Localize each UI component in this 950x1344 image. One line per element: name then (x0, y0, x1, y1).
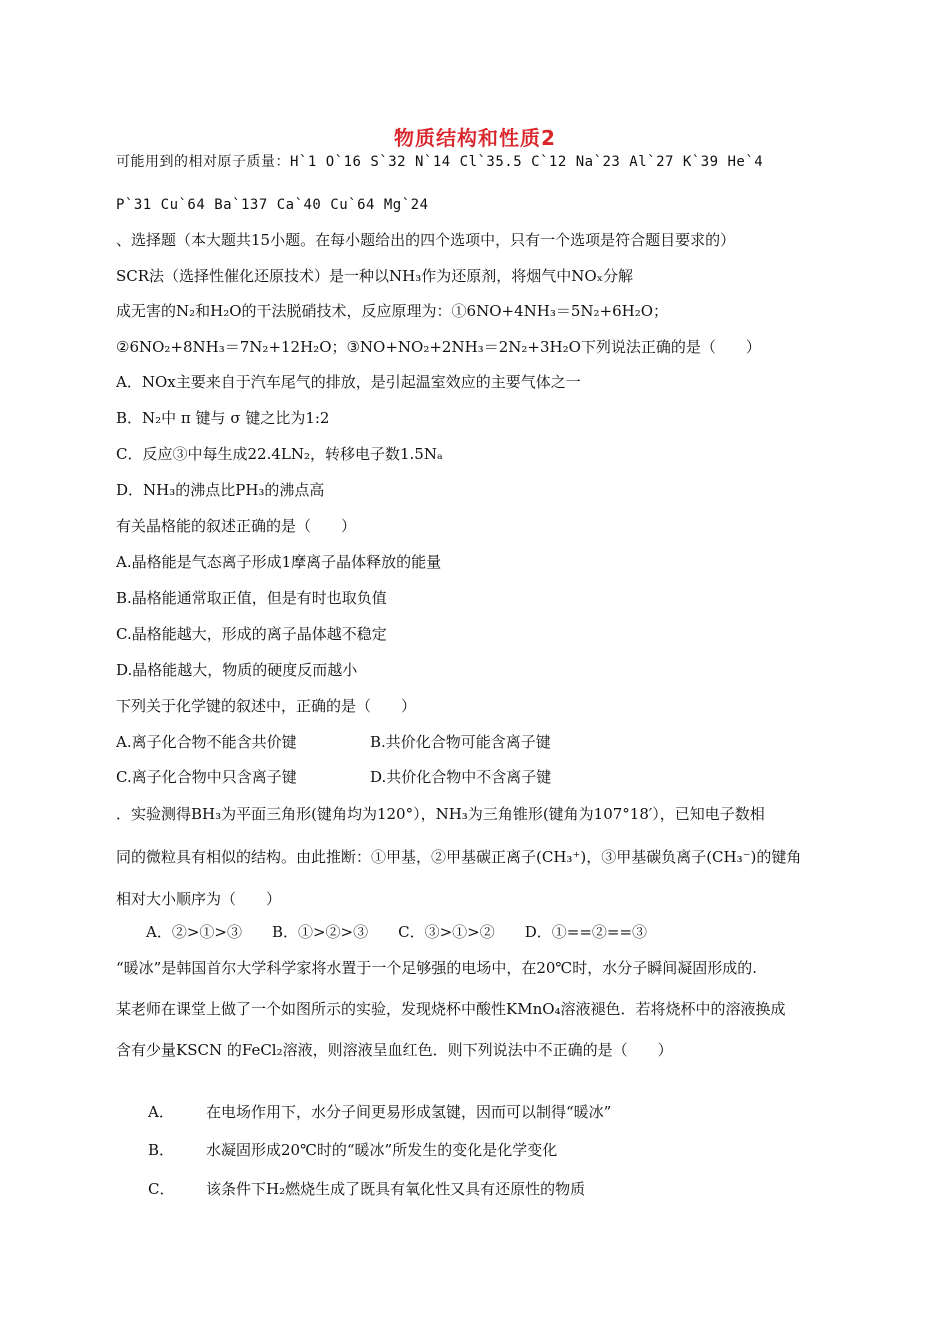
q2-option-d: D.晶格能越大，物质的硬度反而越小 (116, 661, 358, 679)
q1-option-d: D．NH₃的沸点比PH₃的沸点高 (116, 481, 325, 499)
q1-option-b: B．N₂中 π 键与 σ 键之比为1:2 (116, 409, 330, 427)
q5-option-c-text: 该条件下H₂燃烧生成了既具有氧化性又具有还原性的物质 (206, 1180, 586, 1198)
q1-option-c: C．反应③中每生成22.4LN₂，转移电子数1.5Nₐ (116, 445, 443, 463)
q3-option-a: A.离子化合物不能含共价键 (116, 733, 297, 751)
q3-option-b: B.共价化合物可能含离子键 (370, 733, 551, 751)
q2-option-b: B.晶格能通常取正值，但是有时也取负值 (116, 589, 387, 607)
q5-stem-line-2: 某老师在课堂上做了一个如图所示的实验，发现烧杯中酸性KMnO₄溶液褪色．若将烧杯中的溶液换成 (116, 1000, 786, 1018)
q5-option-a-text: 在电场作用下，水分子间更易形成氢键，因而可以制得“暖冰” (206, 1103, 612, 1121)
q2-option-a: A.晶格能是气态离子形成1摩离子晶体释放的能量 (116, 553, 442, 571)
q5-stem-line-1: “暖冰”是韩国首尔大学科学家将水置于一个足够强的电场中，在20℃时，水分子瞬间凝固形成的. (116, 959, 757, 977)
atomic-masses-line-2: P`31 Cu`64 Ba`137 Ca`40 Cu`64 Mg`24 (116, 197, 429, 213)
q4-stem-line-1: ．实验测得BH₃为平面三角形(键角均为120°），NH₃为三角锥形(键角为107°18′），已知电子数相 (116, 805, 765, 823)
q5-stem-line-3: 含有少量KSCN 的FeCl₂溶液，则溶液呈血红色．则下列说法中不正确的是（ ） (116, 1041, 673, 1059)
q5-option-a-letter: A． (148, 1103, 174, 1121)
q5-option-b-letter: B． (148, 1141, 175, 1159)
q5-option-c-letter: C． (148, 1180, 175, 1198)
q1-option-a: A．NOx主要来自于汽车尾气的排放，是引起温室效应的主要气体之一 (116, 373, 581, 391)
q3-options-row-2 (116, 767, 551, 787)
q1-stem-line-1: SCR法（选择性催化还原技术）是一种以NH₃作为还原剂，将烟气中NOₓ分解 (116, 267, 634, 285)
q5-option-b-text: 水凝固形成20℃时的“暖冰”所发生的变化是化学变化 (206, 1141, 558, 1159)
section-heading: 、选择题（本大题共15小题。在每小题给出的四个选项中，只有一个选项是符合题目要求的） (116, 231, 736, 249)
q4-options: A．②>①>③ B．①>②>③ C．③>①>② D．①==②==③ (146, 923, 648, 941)
q3-option-d: D.共价化合物中不含离子键 (370, 768, 552, 786)
q4-stem-line-2: 同的微粒具有相似的结构。由此推断：①甲基，②甲基碳正离子(CH₃⁺)，③甲基碳负离子(CH₃⁻)的键角 (116, 848, 802, 866)
q3-options-row-1 (116, 732, 551, 752)
q2-stem: 有关晶格能的叙述正确的是（ ） (116, 517, 357, 535)
q1-stem-line-3: ②6NO₂+8NH₃＝7N₂+12H₂O；③NO+NO₂+2NH₃＝2N₂+3H₂O下列说法正确的是（ ） (116, 338, 761, 356)
q1-stem-line-2: 成无害的N₂和H₂O的干法脱硝技术，反应原理为：①6NO+4NH₃＝5N₂+6H₂O； (116, 302, 669, 320)
atomic-masses-line-1: 可能用到的相对原子质量：H`1 O`16 S`32 N`14 Cl`35.5 C`12 Na`23 Al`27 K`39 He`4 (116, 154, 764, 170)
q3-option-c: C.离子化合物中只含离子键 (116, 768, 297, 786)
page-title: 物质结构和性质2 (394, 126, 556, 150)
q4-stem-line-3: 相对大小顺序为（ ） (116, 890, 282, 908)
q3-stem: 下列关于化学键的叙述中，正确的是（ ） (116, 697, 417, 715)
q2-option-c: C.晶格能越大，形成的离子晶体越不稳定 (116, 625, 387, 643)
